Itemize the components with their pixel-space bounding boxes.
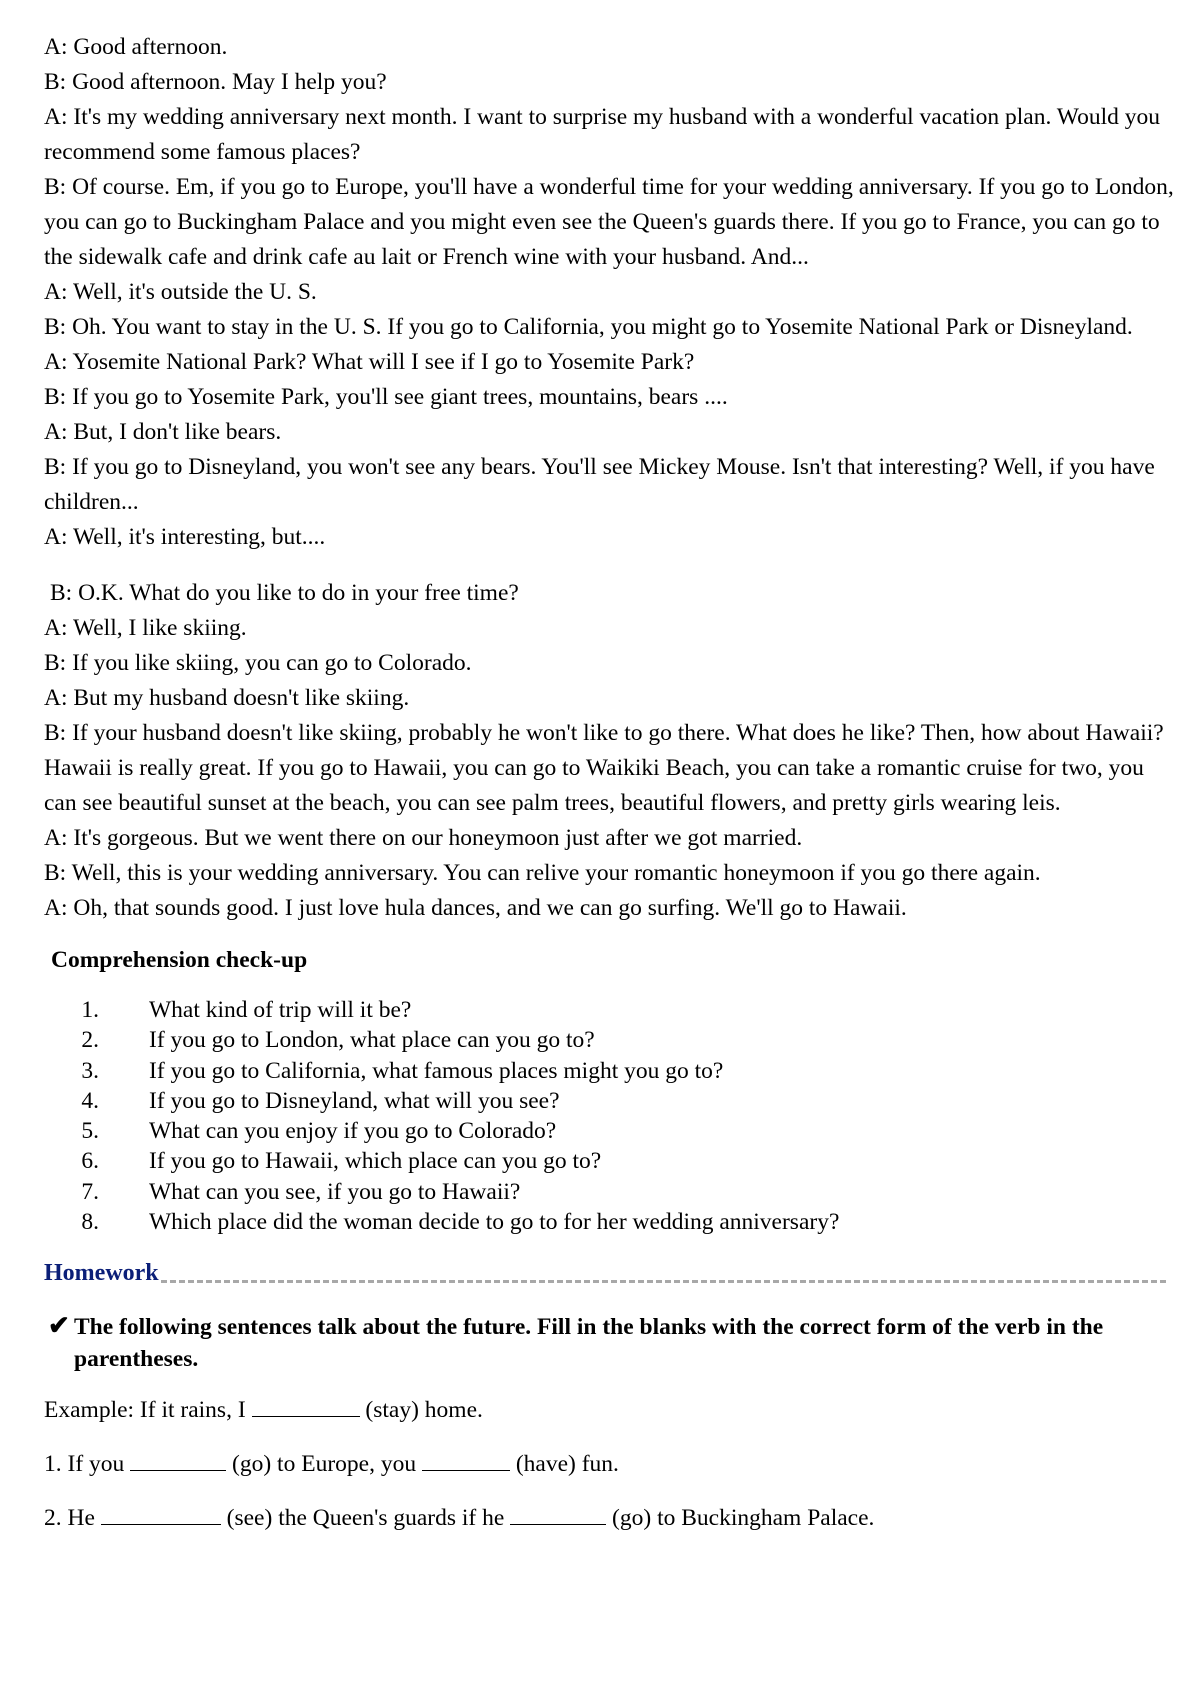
question-text: If you go to Disneyland, what will you see? — [149, 1087, 560, 1114]
question-item — [44, 1056, 1174, 1086]
question-item — [44, 1177, 1174, 1207]
exercise-item-1 — [44, 1449, 1174, 1479]
dialogue-line: A: Well, I like skiing. — [44, 615, 247, 641]
fill-in-blank[interactable] — [101, 1504, 221, 1525]
question-item — [44, 995, 1174, 1025]
question-text: If you go to Hawaii, which place can you go to? — [149, 1148, 602, 1175]
dialogue-line: B: If you go to Disneyland, you won't see any bears. You'll see Mickey Mouse. Isn't that interesting? Well, if you have children... — [44, 454, 1155, 515]
dialogue-line: A: Well, it's outside the U. S. — [44, 279, 317, 305]
dialogue-line: A: Yosemite National Park? What will I see if I go to Yosemite Park? — [44, 349, 695, 375]
comprehension-title: Comprehension check-up — [51, 947, 308, 973]
exercise-text: 1. If you — [44, 1451, 131, 1478]
question-item — [44, 1146, 1174, 1176]
dialogue-line: B: Oh. You want to stay in the U. S. If you go to California, you might go to Yosemite National Park or Disneyland. — [44, 314, 1133, 340]
dialogue-line: B: Of course. Em, if you go to Europe, you'll have a wonderful time for your wedding anniversary. If you go to London, you can go to Buckingham Palace and you might even see the Queen's guards there. If you go to France, you can go to the sidewalk cafe and drink cafe au lait or French wine with your husband. And... — [44, 174, 1174, 270]
dashed-divider — [161, 1280, 1166, 1283]
question-item — [44, 1025, 1174, 1055]
question-text: Which place did the woman decide to go to for her wedding anniversary? — [149, 1209, 840, 1236]
exercise-text: (have) fun. — [509, 1451, 619, 1478]
question-text: If you go to London, what place can you go to? — [149, 1027, 595, 1054]
example-sentence — [44, 1395, 1174, 1425]
question-number: 1. — [81, 997, 99, 1023]
dialogue-line: A: Well, it's interesting, but.... — [44, 524, 326, 550]
question-number: 2. — [81, 1027, 99, 1054]
checkmark-icon: ✔ — [48, 1311, 70, 1341]
homework-instruction — [44, 1311, 1174, 1375]
dialogue-line: B: If you go to Yosemite Park, you'll see giant trees, mountains, bears .... — [44, 384, 728, 410]
exercise-text: (go) to Europe, you — [226, 1451, 422, 1478]
question-number: 4. — [81, 1087, 99, 1114]
dialogue-line: B: If you like skiing, you can go to Colorado. — [44, 650, 472, 676]
dialogue-line: A: It's my wedding anniversary next month. I want to surprise my husband with a wonderful vacation plan. Would you recommend some famous places? — [44, 104, 1160, 165]
instruction-text: The following sentences talk about the future. Fill in the blanks with the correct form of the verb in the parentheses. — [74, 1314, 1104, 1373]
homework-heading — [44, 1259, 1174, 1287]
dialogue-part-2 — [44, 576, 1174, 926]
homework-title: Homework — [44, 1260, 159, 1287]
question-text: What kind of trip will it be? — [149, 997, 412, 1023]
dialogue-line: A: It's gorgeous. But we went there on our honeymoon just after we got married. — [44, 825, 803, 851]
dialogue-line: A: Good afternoon. — [44, 34, 228, 60]
dialogue-line: A: Oh, that sounds good. I just love hula dances, and we can go surfing. We'll go to Hawaii. — [44, 895, 907, 921]
question-text: What can you see, if you go to Hawaii? — [149, 1178, 521, 1205]
fill-in-blank[interactable] — [422, 1450, 510, 1471]
question-item — [44, 1207, 1174, 1237]
example-text-start: Example: If it rains, I — [44, 1397, 252, 1424]
question-number: 3. — [81, 1057, 99, 1084]
dialogue-part-1 — [44, 30, 1174, 555]
document-page — [44, 30, 1174, 1533]
exercise-text: (go) to Buckingham Palace. — [606, 1505, 875, 1532]
question-item — [44, 1086, 1174, 1116]
example-text-end: (stay) home. — [359, 1397, 483, 1424]
dialogue-line: B: Good afternoon. May I help you? — [44, 69, 387, 95]
question-number: 7. — [81, 1178, 99, 1205]
dialogue-line: B: O.K. What do you like to do in your free time? — [50, 580, 519, 606]
question-number: 8. — [81, 1209, 99, 1236]
fill-in-blank[interactable] — [510, 1504, 606, 1525]
fill-in-blank[interactable] — [130, 1450, 226, 1471]
dialogue-line: B: If your husband doesn't like skiing, probably he won't like to go there. What does he like? Then, how about Hawaii? Hawaii is really great. If you go to Hawaii, you can go to Waikiki Beach, you can take a romantic cruise for two, you can see beautiful sunset at the beach, you can see palm trees, beautiful flowers, and pretty girls wearing leis. — [44, 720, 1164, 816]
question-number: 6. — [81, 1148, 99, 1175]
dialogue-line: A: But, I don't like bears. — [44, 419, 282, 445]
question-number: 5. — [81, 1118, 99, 1145]
question-text: If you go to California, what famous places might you go to? — [149, 1057, 724, 1084]
exercise-item-2 — [44, 1503, 1174, 1533]
question-item — [44, 1116, 1174, 1146]
dialogue-line: B: Well, this is your wedding anniversary. You can relive your romantic honeymoon if you go there again. — [44, 860, 1041, 886]
dialogue-line: A: But my husband doesn't like skiing. — [44, 685, 410, 711]
exercise-text: (see) the Queen's guards if he — [220, 1505, 511, 1532]
question-text: What can you enjoy if you go to Colorado? — [149, 1118, 557, 1145]
comprehension-questions — [44, 995, 1174, 1237]
exercise-text: 2. He — [44, 1505, 101, 1532]
fill-in-blank[interactable] — [252, 1396, 360, 1417]
